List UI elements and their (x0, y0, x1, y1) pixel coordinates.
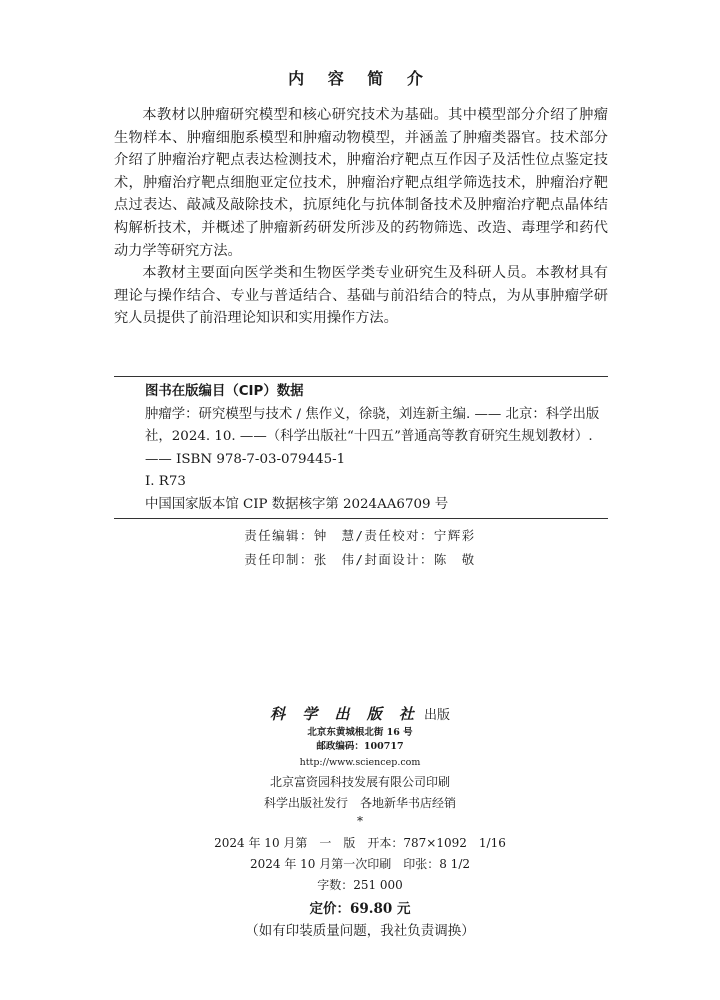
intro-paragraph-1: 本教材以肿瘤研究模型和核心研究技术为基础。其中模型部分介绍了肿瘤生物样本、肿瘤细胞系模型和肿瘤动物模型，并涵盖了肿瘤类器官。技术部分介绍了肿瘤治疗靶点表达检测技术，肿瘤治疗靶点互作因子及活性位点鉴定技术，肿瘤治疗靶点细胞亚定位技术，肿瘤治疗靶点组学筛选技术，肿瘤治疗靶点过表达、敲减及敲除技术，抗原纯化与抗体制备技术及肿瘤治疗靶点晶体结构解析技术，并概述了肿瘤新药研发所涉及的药物筛选、改造、毒理学和药代动力学等研究方法。 (114, 107, 608, 259)
cip-bottom-rule (114, 518, 608, 519)
cip-heading: 图书在版编目（CIP）数据 (145, 384, 304, 399)
content-intro-body (114, 104, 608, 330)
publisher-suffix: 出版 (423, 708, 450, 723)
word-count: 字数：251 000 (317, 878, 403, 892)
cip-top-rule (114, 376, 608, 377)
content-intro-title: 内 容 简 介 (288, 69, 432, 88)
cip-bibliographic: 肿瘤学：研究模型与技术 / 焦作义，徐骁，刘连新主编. —— 北京：科学出版社，2024. 10. ——（科学出版社“十四五”普通高等教育研究生规划教材）. —— ISBN 978-7-03-079445-1 (145, 406, 600, 467)
printing-line: 2024 年 10 月第一次印刷 印张：8 1/2 (249, 857, 470, 871)
staff-line-print: 责任印制：张 伟/封面设计：陈 敬 (244, 552, 476, 567)
edition-line: 2024 年 10 月第 一 版 开本：787×1092 1/16 (214, 836, 506, 850)
quality-notice: （如有印装质量问题，我社负责调换） (245, 923, 475, 939)
printer-line: 北京富资园科技发展有限公司印刷 (269, 775, 450, 789)
distribution-line: 科学出版社发行 各地新华书店经销 (263, 796, 456, 810)
publisher-address: 北京东黄城根北街 16 号 (307, 727, 413, 738)
cip-classification: Ⅰ. R73 (145, 474, 186, 489)
publisher-postcode: 邮政编码：100717 (316, 741, 404, 752)
publisher-website: http://www.sciencep.com (299, 757, 421, 768)
intro-paragraph-2: 本教材主要面向医学类和生物医学类专业研究生及科研人员。本教材具有理论与操作结合、专业与普适结合、基础与前沿结合的特点，为从事肿瘤学研究人员提供了前沿理论知识和实用操作方法。 (114, 265, 608, 327)
cip-block (145, 381, 608, 516)
publisher-name: 科 学 出 版 社 (270, 705, 420, 723)
staff-credits (0, 524, 720, 572)
staff-line-editor: 责任编辑：钟 慧/责任校对：宁辉彩 (244, 528, 476, 543)
separator-asterisk: * (357, 814, 363, 828)
cip-number: 中国国家版本馆 CIP 数据核字第 2024AA6709 号 (145, 496, 449, 512)
publisher-line (0, 703, 720, 724)
price: 定价：69.80 元 (309, 901, 411, 917)
